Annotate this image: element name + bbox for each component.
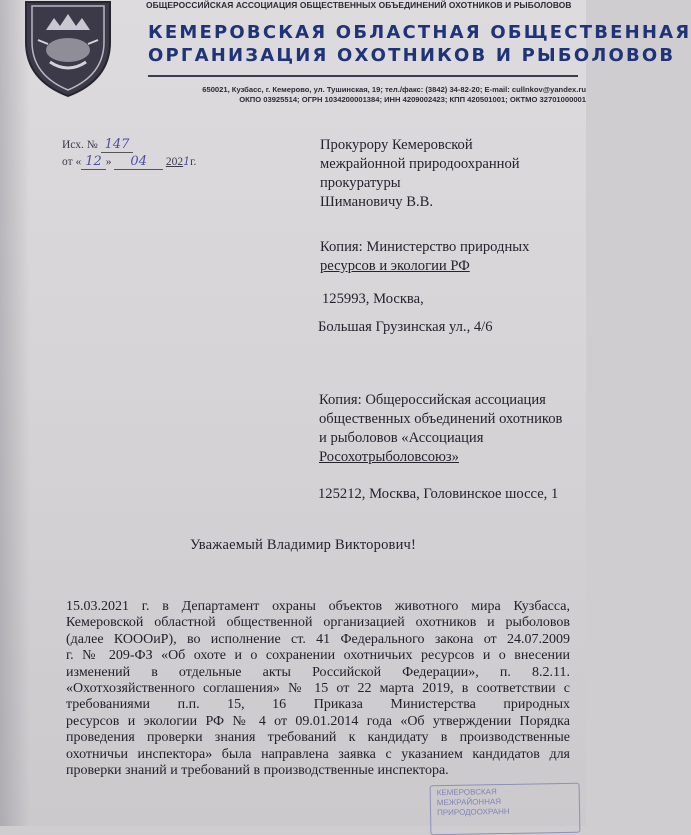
copy2-address: 125212, Москва, Головинское шоссе, 1 <box>318 486 559 502</box>
association-line: ОБЩЕРОССИЙСКАЯ АССОЦИАЦИЯ ОБЩЕСТВЕННЫХ ОБЪЕДИНЕНИЙ ОХОТНИКОВ И РЫБОЛОВОВ <box>146 0 572 10</box>
org-name-line1: КЕМЕРОВСКАЯ ОБЛАСТНАЯ ОБЩЕСТВЕННАЯ <box>148 22 691 43</box>
body-line: Кемеровской областной общественной организацией охотников и рыболовов <box>66 615 570 631</box>
copy1-line1: Копия: Министерство природных <box>320 239 530 255</box>
outgoing-date <box>62 154 196 169</box>
salutation: Уважаемый Владимир Викторович! <box>189 537 417 553</box>
body-line: проверки знаний и требований в производственные инспектора. <box>66 763 449 779</box>
body-line: (далее КОООиР), во исполнение ст. 41 Федерального закона от 24.07.2009 <box>66 631 570 647</box>
copy2-line1: Копия: Общероссийская ассоциация <box>319 392 546 408</box>
outgoing-number-value: 147 <box>101 137 134 153</box>
date-year-hand: 1 <box>183 155 191 168</box>
addressee-line: прокуратуры <box>320 175 401 191</box>
addressee-line: Прокурору Кемеровской <box>320 137 473 153</box>
body-line: изменений в отдельные акты Российской Федерации», п. 8.2.11. <box>66 664 570 680</box>
received-stamp <box>430 783 581 835</box>
date-prefix: от « <box>62 156 82 168</box>
body-line: проведения проверки знания требований к кандидату в производственные <box>66 730 570 746</box>
date-day: 12 <box>81 154 106 170</box>
date-mid: » <box>105 156 112 168</box>
contacts-line2: ОКПО 03925514; ОГРН 1034200001384; ИНН 4209002423; КПП 420501001; ОКТМО 32701000001 <box>239 95 586 104</box>
stamp-line: ПРИРОДООХРАНН <box>436 806 510 818</box>
hunter-fisher-emblem-icon <box>8 0 128 98</box>
outgoing-number <box>62 137 133 152</box>
date-suffix: г. <box>190 156 197 168</box>
body-line: 15.03.2021 г. в Департамент охраны объектов животного мира Кузбасса, <box>66 599 570 614</box>
date-year: 202 <box>165 156 184 168</box>
body-line: г. № 209-ФЗ «Об охоте и о сохранении охотничьих ресурсов и о внесении <box>66 648 570 664</box>
org-name-line2: ОРГАНИЗАЦИЯ ОХОТНИКОВ И РЫБОЛОВОВ <box>148 45 676 66</box>
copy2-block <box>319 391 562 467</box>
copy1-block <box>320 238 529 276</box>
copy1-postcode: 125993, Москва, <box>322 291 424 307</box>
copy2-line3: и рыболовов «Ассоциация <box>319 430 484 446</box>
addressee-line: межрайонной природоохранной <box>320 156 520 172</box>
copy1-line2: ресурсов и экологии РФ <box>320 258 470 274</box>
outgoing-number-label: Исх. № <box>62 139 98 151</box>
addressee-line: Шимановичу В.В. <box>320 194 434 210</box>
stamp-line: КЕМЕРОВСКАЯ <box>436 787 497 798</box>
date-month: 04 <box>114 154 163 170</box>
copy1-street: Большая Грузинская ул., 4/6 <box>318 319 493 335</box>
contacts-line1: 650021, Кузбасс, г. Кемерово, ул. Тушинская, 19; тел./факс: (3842) 34-82-20; E-mail: cullnkov@yandex.ru <box>202 85 586 94</box>
copy2-line2: общественных объединений охотников <box>319 411 563 427</box>
body-line: требованиями п.п. 15, 16 Приказа Министерства природных <box>66 697 570 713</box>
body-line: «Охотхозяйственного соглашения» № 15 от 22 марта 2019, в соответствии с <box>66 681 570 697</box>
header-divider <box>148 75 578 77</box>
addressee-block <box>320 136 520 212</box>
stamp-line: МЕЖРАЙОННАЯ <box>436 797 502 808</box>
copy2-line4: Росохотрыболовсоюз» <box>319 449 459 465</box>
body-line: охотничьи инспектора» была направлена заявка с указанием кандидатов для <box>66 746 570 762</box>
body-line: ресурсов и экологии РФ № 4 от 09.01.2014 года «Об утверждении Порядка <box>66 713 570 729</box>
body-paragraph <box>66 599 570 779</box>
